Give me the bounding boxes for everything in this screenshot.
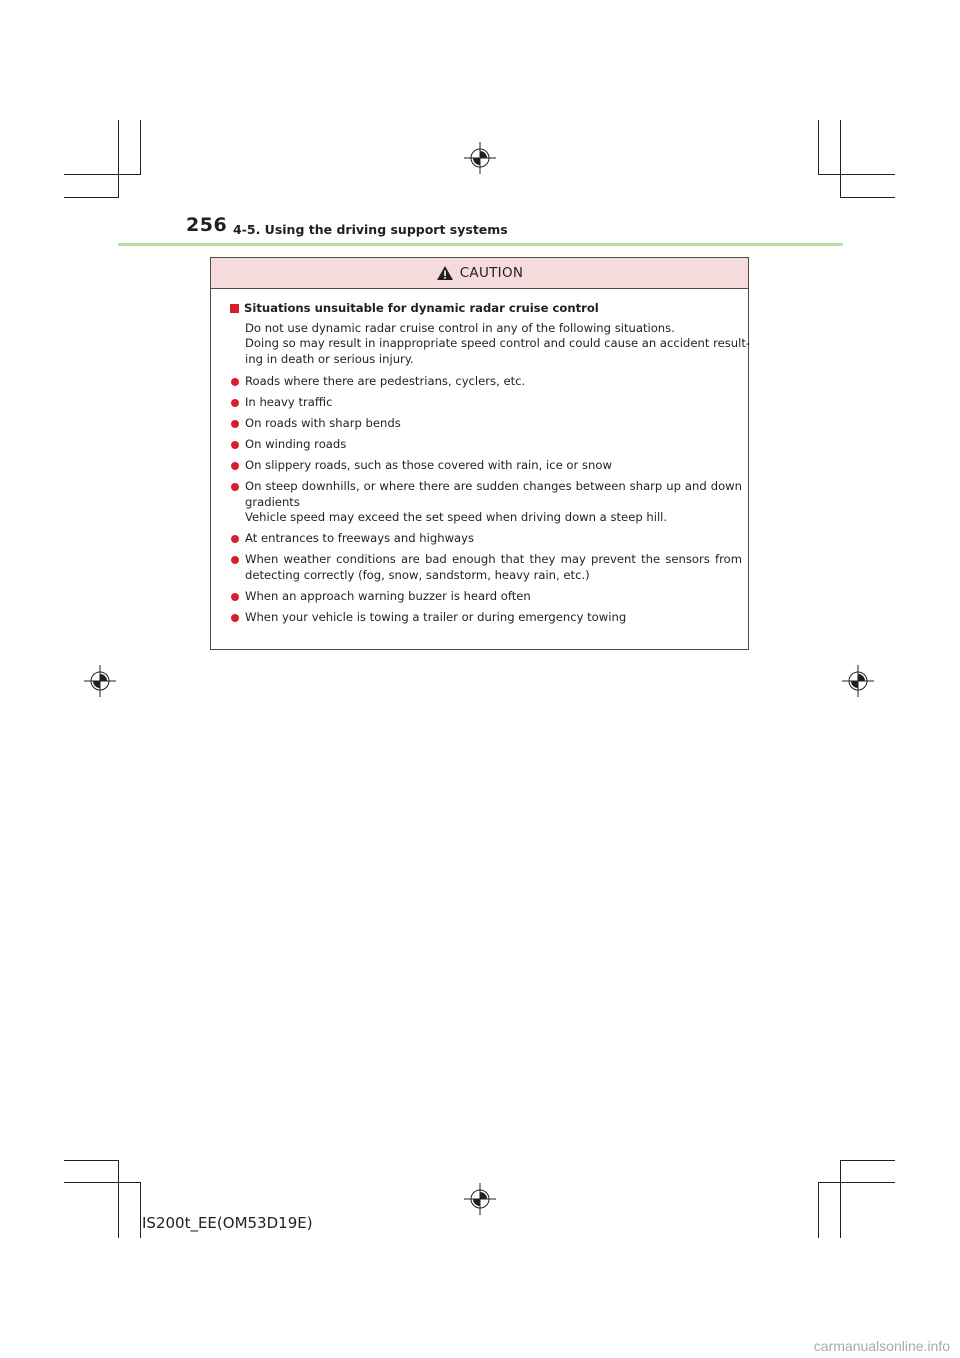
list-item-text: On slippery roads, such as those covered with rain, ice or snow xyxy=(245,458,612,472)
bullet-dot-icon xyxy=(231,399,239,407)
list-item xyxy=(230,610,742,626)
list-item xyxy=(230,479,742,526)
crop-mark xyxy=(64,1182,141,1183)
registration-mark-icon xyxy=(464,142,496,174)
caution-intro xyxy=(230,320,751,368)
list-item xyxy=(230,589,742,605)
list-item xyxy=(230,531,742,547)
intro-line: Doing so may result in inappropriate speed control and could cause an accident result- xyxy=(245,336,751,350)
crop-mark xyxy=(140,120,141,175)
list-item-text: When your vehicle is towing a trailer or during emergency towing xyxy=(245,609,627,624)
bullet-dot-icon xyxy=(231,593,239,601)
bullet-dot-icon xyxy=(231,614,239,622)
bullet-dot-icon xyxy=(231,441,239,449)
registration-mark-icon xyxy=(842,665,874,697)
crop-mark xyxy=(818,1182,819,1238)
crop-mark xyxy=(840,1160,895,1161)
list-item-text xyxy=(245,479,742,526)
header-rule xyxy=(118,243,843,246)
crop-mark xyxy=(840,197,895,198)
bullet-dot-icon xyxy=(231,535,239,543)
crop-mark xyxy=(118,120,119,198)
subheading-text: Situations unsuitable for dynamic radar cruise control xyxy=(244,301,599,315)
caution-subheading xyxy=(230,301,742,317)
bullet-dot-icon xyxy=(231,483,239,491)
crop-mark xyxy=(840,120,841,198)
section-title: 4-5. Using the driving support systems xyxy=(233,222,508,237)
list-item-text: At entrances to freeways and highways xyxy=(245,531,475,545)
crop-mark xyxy=(64,174,141,175)
list-item xyxy=(230,552,742,583)
bullet-dot-icon xyxy=(231,556,239,564)
bullet-dot-icon xyxy=(231,462,239,470)
crop-mark xyxy=(140,1182,141,1238)
warning-triangle-icon xyxy=(436,265,454,281)
crop-mark xyxy=(118,1160,119,1238)
bullet-dot-icon xyxy=(231,420,239,428)
crop-mark xyxy=(64,1160,119,1161)
list-item-text: When an approach warning buzzer is heard often xyxy=(245,588,531,603)
document-code: IS200t_EE(OM53D19E) xyxy=(142,1214,313,1232)
intro-line: ing in death or serious injury. xyxy=(245,351,414,366)
list-item xyxy=(230,374,742,390)
intro-line: Do not use dynamic radar cruise control in any of the following situations. xyxy=(245,320,675,335)
bullet-dot-icon xyxy=(231,378,239,386)
list-item xyxy=(230,416,742,432)
red-square-icon xyxy=(230,304,239,313)
list-item-text: In heavy traffic xyxy=(245,395,333,409)
caution-header xyxy=(211,258,748,289)
crop-mark xyxy=(840,1160,841,1238)
list-item-note: Vehicle speed may exceed the set speed when driving down a steep hill. xyxy=(245,510,668,524)
crop-mark xyxy=(818,1182,895,1183)
crop-mark xyxy=(64,197,119,198)
list-item-main: On steep downhills, or where there are sudden changes between sharp up and down gradients xyxy=(245,479,742,509)
list-item xyxy=(230,395,742,411)
crop-mark xyxy=(818,120,819,175)
caution-body xyxy=(211,289,751,625)
list-item-text: When weather conditions are bad enough that they may prevent the sensors from detecting correctly (fog, snow, sandstorm, heavy rain, etc.) xyxy=(245,552,742,582)
list-item xyxy=(230,437,742,453)
caution-box xyxy=(210,257,749,650)
list-item-text: On winding roads xyxy=(245,437,347,451)
list-item-text: On roads with sharp bends xyxy=(245,416,401,430)
page-number: 256 xyxy=(186,214,228,236)
situation-list xyxy=(230,374,742,625)
list-item-text: Roads where there are pedestrians, cyclers, etc. xyxy=(245,374,526,388)
watermark: carmanualsonline.info xyxy=(813,1338,950,1354)
list-item xyxy=(230,458,742,474)
registration-mark-icon xyxy=(464,1183,496,1215)
registration-mark-icon xyxy=(84,665,116,697)
caution-label: CAUTION xyxy=(459,265,524,281)
crop-mark xyxy=(818,174,895,175)
